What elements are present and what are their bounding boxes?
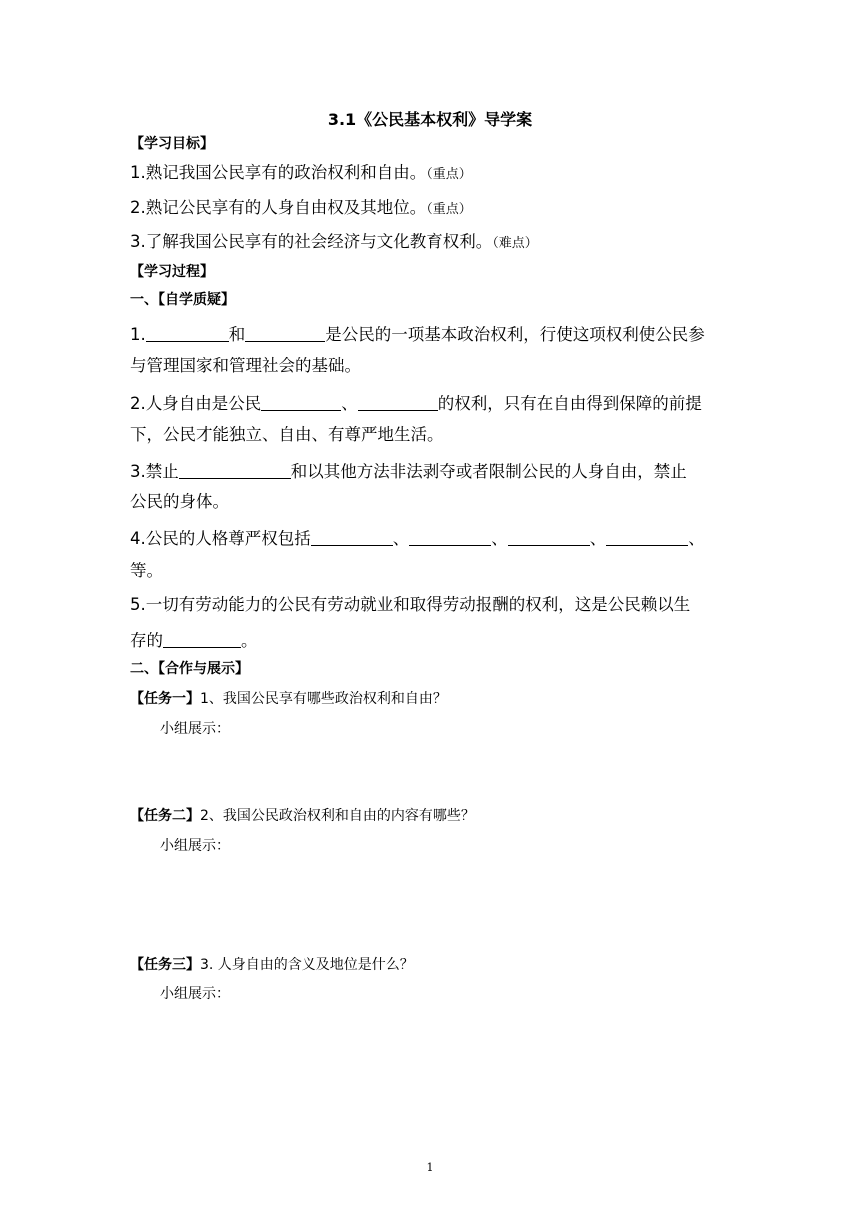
question-4-cont: 等。 — [130, 561, 163, 580]
objective-item — [130, 165, 472, 182]
q2-text: 的权利，只有在自由得到保障的前提 — [437, 394, 702, 413]
task-3 — [130, 958, 414, 972]
q4-sep: 、 — [392, 529, 410, 548]
q4-sep: 、 — [491, 529, 508, 548]
process-header: 【学习过程】 — [130, 264, 214, 280]
q3-prefix: 3.禁止 — [130, 462, 179, 481]
question-4 — [130, 529, 705, 548]
task-2 — [130, 809, 475, 823]
task-label: 【任务二】 — [130, 808, 200, 824]
question-2 — [130, 394, 702, 413]
objective-note: （难点） — [492, 236, 538, 251]
objective-item — [130, 200, 472, 217]
objective-note: （重点） — [426, 202, 472, 217]
q3-text: 和以其他方法非法剥夺或者限制公民的人身自由，禁止 — [290, 462, 687, 481]
page-number: 1 — [426, 1161, 434, 1174]
question-5-cont — [130, 631, 258, 650]
section2-header: 二、【合作与展示】 — [130, 661, 249, 677]
q2-sep: 、 — [341, 394, 358, 413]
fill-blank[interactable] — [409, 529, 491, 546]
group-show-label: 小组展示： — [160, 721, 230, 737]
question-1-cont: 与管理国家和管理社会的基础。 — [130, 356, 361, 375]
q1-text: 是公民的一项基本政治权利，行使这项权利使公民参 — [325, 325, 705, 344]
q2-prefix: 2.人身自由是公民 — [130, 394, 262, 413]
question-2-cont: 下，公民才能独立、自由、有尊严地生活。 — [130, 425, 444, 444]
task-label: 【任务三】 — [130, 957, 200, 973]
fill-blank[interactable] — [146, 325, 229, 342]
task-question: 2、我国公民政治权利和自由的内容有哪些？ — [200, 808, 475, 824]
page-title: 3.1《公民基本权利》导学案 — [327, 110, 533, 129]
q4-sep: 、 — [688, 529, 705, 548]
question-5: 5.一切有劳动能力的公民有劳动就业和取得劳动报酬的权利，这是公民赖以生 — [130, 595, 691, 614]
objective-text: 3.了解我国公民享有的社会经济与文化教育权利。 — [130, 232, 493, 251]
q4-prefix: 4.公民的人格尊严权包括 — [130, 529, 311, 548]
fill-blank[interactable] — [245, 325, 325, 342]
question-3 — [130, 462, 687, 481]
fill-blank[interactable] — [311, 529, 393, 546]
fill-blank[interactable] — [606, 529, 688, 546]
fill-blank[interactable] — [508, 529, 590, 546]
objective-text: 1.熟记我国公民享有的政治权利和自由。 — [130, 163, 427, 182]
fill-blank[interactable] — [179, 462, 291, 479]
question-3-cont: 公民的身体。 — [130, 492, 229, 511]
q4-sep: 、 — [589, 529, 607, 548]
task-question: 3. 人身自由的含义及地位是什么？ — [200, 957, 414, 973]
q1-prefix: 1. — [130, 325, 146, 344]
fill-blank[interactable] — [358, 394, 438, 411]
group-show-label: 小组展示： — [160, 986, 230, 1002]
objectives-header: 【学习目标】 — [130, 136, 214, 152]
group-show-label: 小组展示： — [160, 838, 230, 854]
q5-suffix: 。 — [241, 631, 258, 650]
fill-blank[interactable] — [163, 631, 241, 648]
task-label: 【任务一】 — [130, 691, 200, 707]
fill-blank[interactable] — [261, 394, 341, 411]
task-question: 1、我国公民享有哪些政治权利和自由？ — [200, 691, 447, 707]
task-1 — [130, 692, 447, 706]
objective-item — [130, 234, 538, 251]
section1-header: 一、【自学质疑】 — [130, 292, 235, 308]
objective-note: （重点） — [426, 167, 472, 182]
question-1 — [130, 325, 705, 344]
q5-prefix: 存的 — [130, 631, 163, 650]
objective-text: 2.熟记公民享有的人身自由权及其地位。 — [130, 198, 427, 217]
q1-and: 和 — [228, 325, 246, 344]
